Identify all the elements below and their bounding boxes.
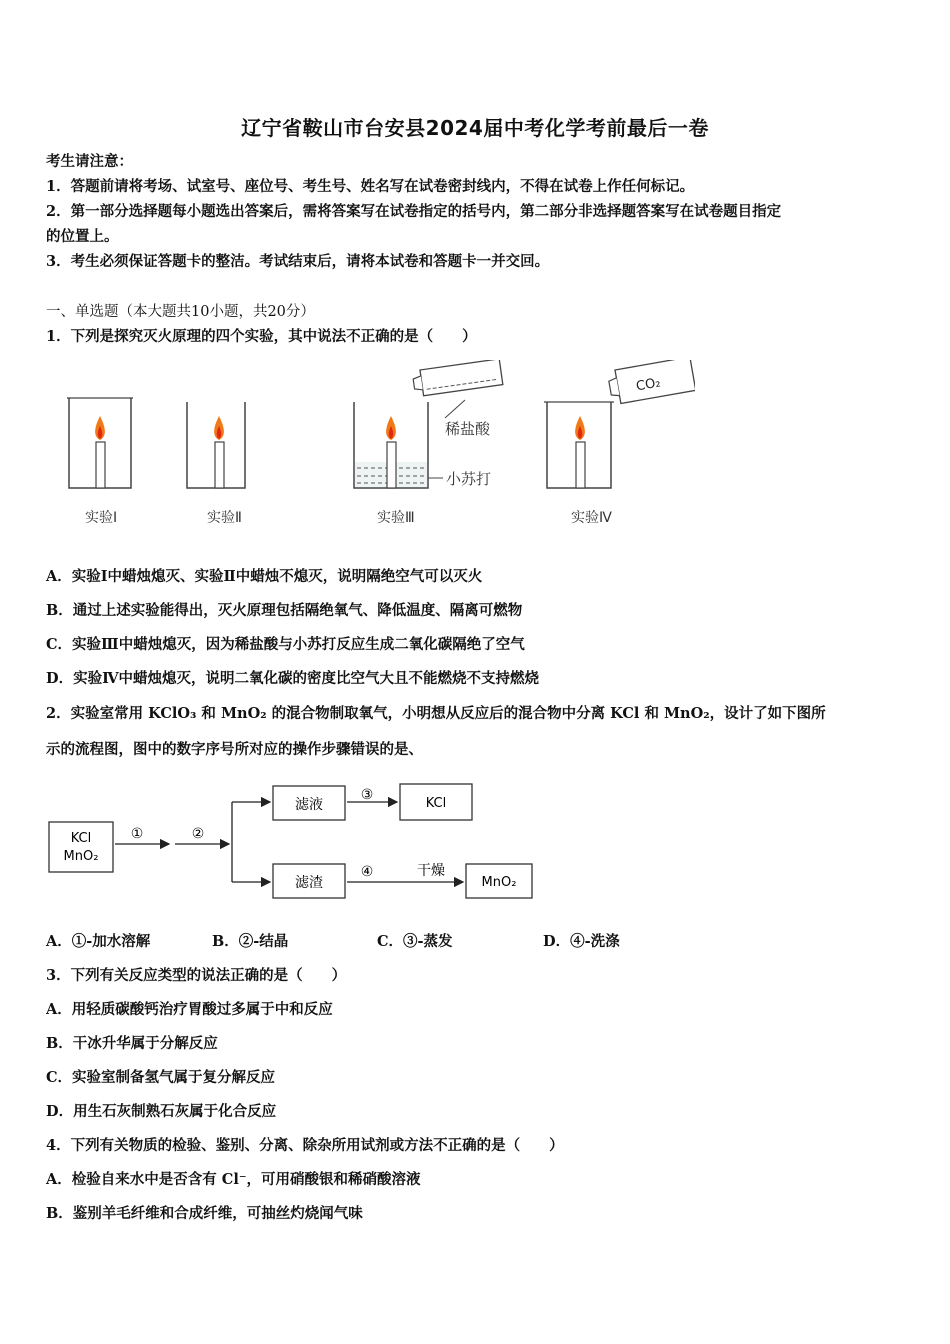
experiment-label-3: 实验Ⅲ bbox=[377, 510, 415, 526]
dry-label: 干燥 bbox=[417, 863, 445, 879]
beaker-4 bbox=[544, 360, 695, 526]
candle-experiments-figure bbox=[55, 360, 695, 535]
q1-option-a: A．实验Ⅰ中蜡烛熄灭、实验Ⅱ中蜡烛不熄灭，说明隔绝空气可以灭火 bbox=[46, 568, 483, 585]
beaker-3 bbox=[354, 360, 503, 526]
co2-label: CO₂ bbox=[634, 375, 662, 395]
notice-item: 3．考生必须保证答题卡的整洁。考试结束后，请将本试卷和答题卡一并交回。 bbox=[46, 253, 550, 270]
soda-label: 小苏打 bbox=[446, 470, 492, 488]
question-4-stem: 4．下列有关物质的检验、鉴别、分离、除杂所用试剂或方法不正确的是（ ） bbox=[46, 1137, 564, 1154]
kcl-label: KCl bbox=[425, 796, 447, 811]
question-2-stem-line1: 2．实验室常用 KClO₃ 和 MnO₂ 的混合物制取氧气，小明想从反应后的混合物中分离 KCl 和 MnO₂，设计了如下图所 bbox=[46, 705, 826, 722]
acid-label: 稀盐酸 bbox=[445, 420, 491, 438]
step-1-label: ① bbox=[130, 826, 144, 842]
notice-item: 2．第一部分选择题每小题选出答案后，需将答案写在试卷指定的括号内，第二部分非选择题答案写在试卷题目指定 bbox=[46, 203, 782, 220]
experiment-label-4: 实验Ⅳ bbox=[571, 510, 612, 526]
question-1-stem: 1．下列是探究灭火原理的四个实验，其中说法不正确的是（ ） bbox=[46, 328, 477, 345]
q2-option-c: C．③-蒸发 bbox=[377, 933, 453, 950]
question-3-stem: 3．下列有关反应类型的说法正确的是（ ） bbox=[46, 967, 347, 984]
mno2-label: MnO₂ bbox=[481, 875, 517, 890]
q3-option-a: A．用轻质碳酸钙治疗胃酸过多属于中和反应 bbox=[46, 1001, 333, 1018]
q4-option-b: B．鉴别羊毛纤维和合成纤维，可抽丝灼烧闻气味 bbox=[46, 1205, 363, 1222]
filtrate-label: 滤液 bbox=[295, 797, 323, 813]
q3-option-c: C．实验室制备氢气属于复分解反应 bbox=[46, 1069, 276, 1086]
q4-option-a: A．检验自来水中是否含有 Cl⁻，可用硝酸银和稀硝酸溶液 bbox=[46, 1171, 421, 1188]
mixture-box bbox=[49, 822, 113, 872]
q2-option-a: A．①-加水溶解 bbox=[46, 933, 151, 950]
q1-option-c: C．实验Ⅲ中蜡烛熄灭，因为稀盐酸与小苏打反应生成二氧化碳隔绝了空气 bbox=[46, 636, 525, 653]
mixture-mno2: MnO₂ bbox=[63, 849, 99, 864]
step-3-label: ③ bbox=[360, 787, 374, 803]
notice-item: 1．答题前请将考场、试室号、座位号、考生号、姓名写在试卷密封线内，不得在试卷上作任何标记。 bbox=[46, 178, 695, 195]
beaker-2 bbox=[187, 402, 245, 526]
question-2-stem-line2: 示的流程图，图中的数字序号所对应的操作步骤错误的是、 bbox=[46, 741, 423, 758]
section-heading: 一、单选题（本大题共10小题，共20分） bbox=[46, 304, 315, 320]
experiment-label-1: 实验Ⅰ bbox=[85, 510, 118, 526]
q3-option-d: D．用生石灰制熟石灰属于化合反应 bbox=[46, 1103, 277, 1120]
page-title: 辽宁省鞍山市台安县2024届中考化学考前最后一卷 bbox=[241, 116, 709, 140]
mixture-kcl: KCl bbox=[70, 831, 92, 846]
q2-option-b: B．②-结晶 bbox=[212, 933, 289, 950]
beaker-1 bbox=[67, 398, 133, 526]
q3-option-b: B．干冰升华属于分解反应 bbox=[46, 1035, 218, 1052]
q1-option-d: D．实验Ⅳ中蜡烛熄灭，说明二氧化碳的密度比空气大且不能燃烧不支持燃烧 bbox=[46, 670, 540, 687]
residue-label: 滤渣 bbox=[295, 875, 323, 891]
experiment-label-2: 实验Ⅱ bbox=[207, 510, 242, 526]
notice-heading: 考生请注意： bbox=[46, 153, 133, 170]
step-2-label: ② bbox=[191, 826, 205, 842]
notice-item: 的位置上。 bbox=[46, 228, 119, 245]
step-4-label: ④ bbox=[360, 864, 374, 880]
separation-flow-diagram bbox=[45, 778, 545, 908]
q2-option-d: D．④-洗涤 bbox=[543, 933, 620, 950]
q1-option-b: B．通过上述实验能得出，灭火原理包括隔绝氧气、降低温度、隔离可燃物 bbox=[46, 602, 523, 619]
